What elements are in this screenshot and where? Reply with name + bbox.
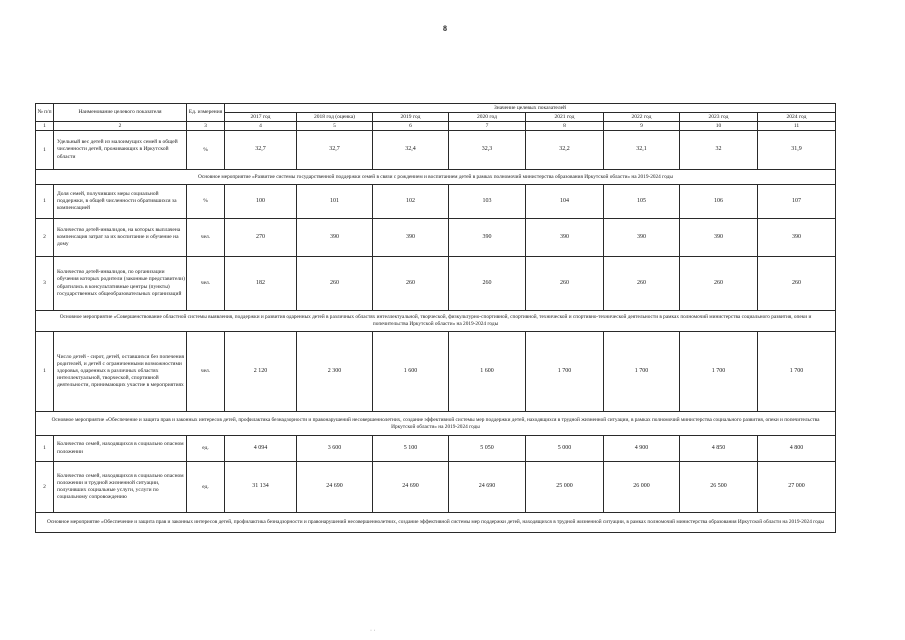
value-cell: 32,4 [373,131,449,170]
value-cell: 260 [449,257,526,311]
value-cell: 260 [680,257,758,311]
value-cell: 24 690 [373,462,449,513]
value-cell: 260 [604,257,680,311]
value-cell: 390 [604,219,680,257]
header-year: 2023 год [680,113,758,122]
value-cell: 32,1 [604,131,680,170]
value-cell: 390 [758,219,836,257]
table-row [36,436,836,462]
section-title: Основное мероприятие «Обеспечение и защита прав и законных интересов детей, профилактика безнадзорности и правонарушений несовершеннолетних, создание эффективной системы мер поддержки детей, находящихся в трудной жизненной ситуации, в рамках полномочий министерства образования Иркутской области на 2019-2024 годы [36,513,836,533]
indicator-name: Количество детей-инвалидов, по организации обучения которых родители (законные представители) обратились в консультативные центры (пункты) государственных общеобразовательных организаций [54,257,187,311]
row-num: 1 [36,332,54,412]
table-row [36,462,836,513]
table-row [36,219,836,257]
value-cell: 106 [680,185,758,219]
col-number: 11 [758,122,836,131]
value-cell: 1 600 [373,332,449,412]
col-number: 4 [225,122,297,131]
value-cell: 25 000 [526,462,604,513]
indicator-name: Количество семей, находящихся в социально опасном положении [54,436,187,462]
indicator-unit: чел. [187,257,225,311]
value-cell: 260 [526,257,604,311]
table-row [36,332,836,412]
header-year: 2020 год [449,113,526,122]
row-num: 1 [36,131,54,170]
value-cell: 4 800 [758,436,836,462]
value-cell: 107 [758,185,836,219]
col-number: 10 [680,122,758,131]
col-number: 3 [187,122,225,131]
value-cell: 390 [680,219,758,257]
page-number: 8 [443,24,447,33]
value-cell: 31 134 [225,462,297,513]
header-year: 2024 год [758,113,836,122]
header-unit: Ед. измерения [187,104,225,122]
header-year: 2017 год [225,113,297,122]
target-indicators-table [35,103,836,533]
indicator-name: Количество семей, находящихся в социально опасном положении и трудной жизненной ситуации, получивших социальные услуги, услуги по социальному сопровождению [54,462,187,513]
value-cell: 260 [297,257,373,311]
indicator-unit: % [187,131,225,170]
section-title: Основное мероприятие «Совершенствование областной системы выявления, поддержки и развития одаренных детей в различных областях интеллектуальной, творческой, физкультурно-спортивной, спортивной, технической и спортивно-технической деятельности в рамках полномочий министерства социального развития, опеки и попечительства Иркутской области» на 2019-2024 годы [36,311,836,332]
value-cell: 1 700 [758,332,836,412]
section-title: Основное мероприятие «Развитие системы государственной поддержки семей в связи с рождением и воспитанием детей в рамках полномочий министерства образования Иркутской области» на 2019-2024 годы [36,170,836,185]
header-num: № п/п [36,104,54,122]
value-cell: 32,7 [225,131,297,170]
value-cell: 105 [604,185,680,219]
value-cell: 260 [373,257,449,311]
indicator-name: Доля семей, получивших меры социальной поддержки, в общей численности обратившихся за компенсацией [54,185,187,219]
value-cell: 104 [526,185,604,219]
row-num: 2 [36,219,54,257]
col-number: 5 [297,122,373,131]
value-cell: 4 900 [604,436,680,462]
row-num: 1 [36,185,54,219]
row-num: 1 [36,436,54,462]
indicator-unit: чел. [187,219,225,257]
header-year: 2022 год [604,113,680,122]
col-number: 1 [36,122,54,131]
value-cell: 390 [449,219,526,257]
value-cell: 5 050 [449,436,526,462]
value-cell: 1 600 [449,332,526,412]
value-cell: 4 094 [225,436,297,462]
value-cell: 24 690 [449,462,526,513]
row-num: 2 [36,462,54,513]
value-cell: 26 000 [604,462,680,513]
value-cell: 26 500 [680,462,758,513]
col-number: 6 [373,122,449,131]
indicator-unit: ед. [187,436,225,462]
value-cell: 101 [297,185,373,219]
indicator-unit: чел. [187,332,225,412]
value-cell: 32 [680,131,758,170]
value-cell: 390 [297,219,373,257]
col-number: 9 [604,122,680,131]
indicator-unit: % [187,185,225,219]
section-title: Основное мероприятие «Обеспечение и защита прав и законных интересов детей, профилактика безнадзорности и правонарушений несовершеннолетних, создание эффективной системы мер поддержки детей, находящихся в трудной жизненной ситуации, в рамках полномочий министерства социального развития, опеки и попечительства Иркутской области» на 2019-2024 годы [36,412,836,436]
col-number: 2 [54,122,187,131]
value-cell: 27 000 [758,462,836,513]
value-cell: 31,9 [758,131,836,170]
scan-mark: · · [370,628,376,634]
value-cell: 1 700 [526,332,604,412]
value-cell: 24 690 [297,462,373,513]
table-row [36,257,836,311]
value-cell: 260 [758,257,836,311]
table-row [36,185,836,219]
value-cell: 32,7 [297,131,373,170]
value-cell: 5 000 [526,436,604,462]
indicator-name: Количество детей-инвалидов, на которых выплачена компенсация затрат за их воспитание и обучение на дому [54,219,187,257]
value-cell: 270 [225,219,297,257]
indicator-name: Удельный вес детей из малоимущих семей в общей численности детей, проживающих в Иркутской области [54,131,187,170]
table-row [36,131,836,170]
value-cell: 3 600 [297,436,373,462]
value-cell: 32,2 [526,131,604,170]
header-name: Наименование целевого показателя [54,104,187,122]
col-number: 7 [449,122,526,131]
row-num: 3 [36,257,54,311]
value-cell: 1 700 [604,332,680,412]
header-year: 2021 год [526,113,604,122]
value-cell: 100 [225,185,297,219]
value-cell: 390 [526,219,604,257]
value-cell: 182 [225,257,297,311]
value-cell: 2 300 [297,332,373,412]
header-year: 2018 год (оценка) [297,113,373,122]
value-cell: 5 100 [373,436,449,462]
col-number: 8 [526,122,604,131]
indicator-name: Число детей - сирот, детей, оставшихся без попечения родителей, и детей с ограниченными возможностями здоровья, одаренных в различных областях интеллектуальной, творческой, спортивной деятельности, принимающих участие в мероприятиях [54,332,187,412]
value-cell: 390 [373,219,449,257]
value-cell: 2 120 [225,332,297,412]
value-cell: 32,3 [449,131,526,170]
header-year: 2019 год [373,113,449,122]
indicator-unit: ед. [187,462,225,513]
value-cell: 4 850 [680,436,758,462]
header-values-group: Значение целевых показателей [225,104,836,113]
value-cell: 103 [449,185,526,219]
value-cell: 1 700 [680,332,758,412]
value-cell: 102 [373,185,449,219]
